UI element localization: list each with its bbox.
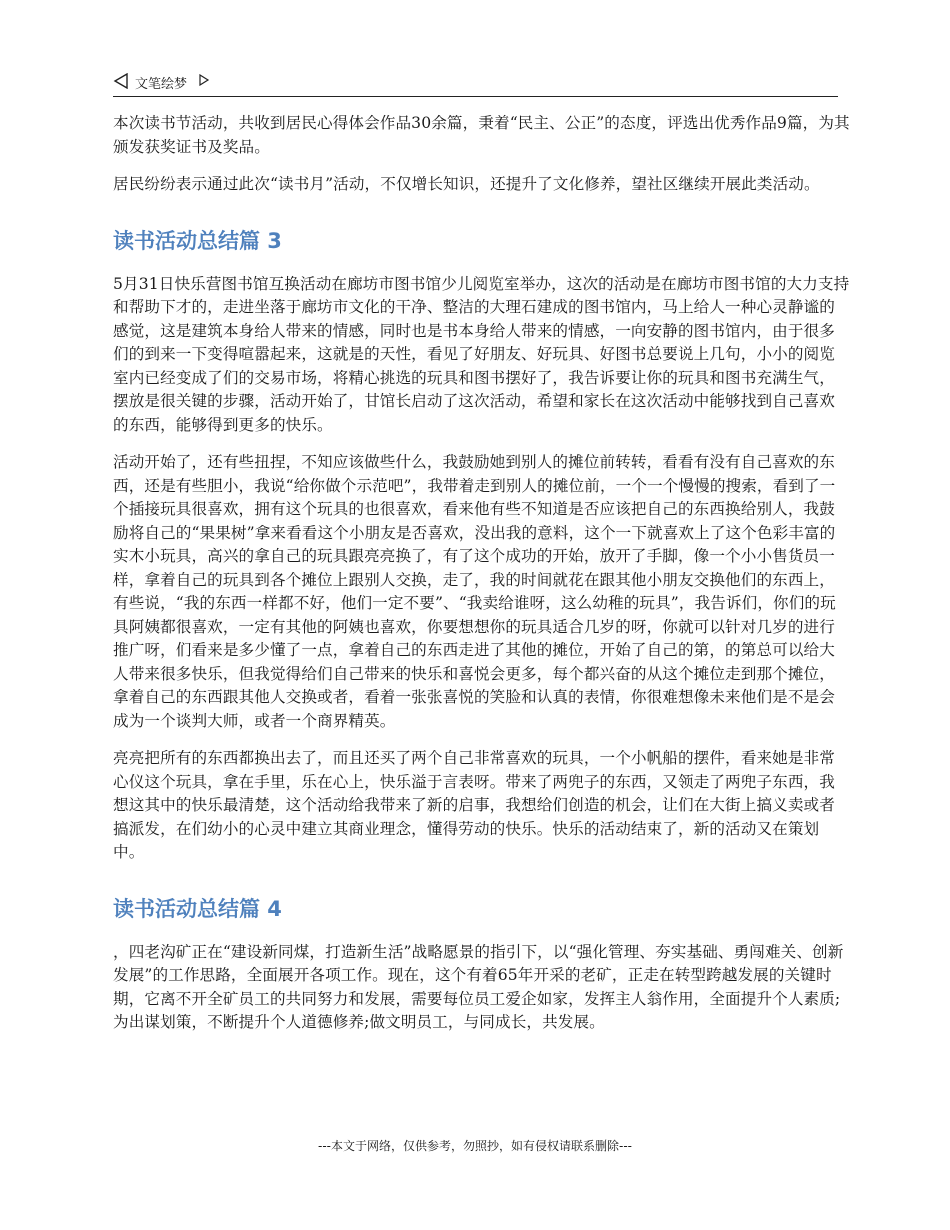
section-4-paragraph-1: ，四老沟矿正在“建设新同煤，打造新生活”战略愿景的指引下，以“强化管理、夯实基础、勇闯难关、创新发展”的工作思路，全面展开各项工作。现在，这个有着65年开采的老矿，正走在转型跨越发展的关键时期，它离不开全矿员工的共同努力和发展，需要每位员工爱企如家，发挥主人翁作用，全面提升个人素质;为出谋划策，不断提升个人道德修养;做文明员工，与同成长，共发展。	[113, 942, 844, 1031]
triangle-right-icon	[198, 74, 210, 86]
intro-paragraph-1: 本次读书节活动，共收到居民心得体会作品30余篇，秉着“民主、公正”的态度，评选出优秀作品9篇，为其颁发获奖证书及奖品。	[113, 114, 850, 156]
header-brand: 文笔绘梦	[135, 77, 188, 92]
section-3-paragraph-3: 亮亮把所有的东西都换出去了，而且还买了两个自己非常喜欢的玩具，一个小帆船的摆件，看来她是非常心仪这个玩具，拿在手里，乐在心上，快乐溢于言表呀。带来了两兜子的东西，又领走了两兜子东西，我想这其中的快乐最清楚，这个活动给我带来了新的启事，我想给们创造的机会，让们在大街上搞义卖或者搞派发，在们幼小的心灵中建立其商业理念，懂得劳动的快乐。快乐的活动结束了，新的活动又在策划中。	[113, 749, 835, 861]
intro-paragraph-2: 居民纷纷表示通过此次“读书月”活动，不仅增长知识，还提升了文化修养，望社区继续开展此类活动。	[113, 175, 820, 193]
section-3-paragraph-2: 活动开始了，还有些扭捏，不知应该做些什么，我鼓励她到别人的摊位前转转，看看有没有自己喜欢的东西，还是有些胆小，我说“给你做个示范吧”，我带着走到别人的摊位前，一个一个慢慢的搜索，看到了一个插接玩具很喜欢，拥有这个玩具的也很喜欢，看来他有些不知道是否应该把自己的东西换给别人，我鼓励将自己的“果果树”拿来看看这个小朋友是否喜欢，没出我的意料，这个一下就喜欢上了这个色彩丰富的实木小玩具，高兴的拿自己的玩具跟亮亮换了，有了这个成功的开始，放开了手脚，像一个小小售货员一样，拿着自己的玩具到各个摊位上跟别人交换，走了，我的时间就花在跟其他小朋友交换他们的东西上，有些说，“我的东西一样都不好，他们一定不要”、“我卖给谁呀，这么幼稚的玩具”，我告诉们，你们的玩具阿姨都很喜欢，一定有其他的阿姨也喜欢，你要想想你的玩具适合几岁的呀，你就可以针对几岁的进行推广呀，们看来是多少懂了一点，拿着自己的东西走进了其他的摊位，开始了自己的第，的第总可以给大人带来很多快乐，但我觉得给们自己带来的快乐和喜悦会更多，每个都兴奋的从这个摊位走到那个摊位，拿着自己的东西跟其他人交换或者，看着一张张喜悦的笑脸和认真的表情，你很难想像未来他们是不是会成为一个谈判大师，或者一个商界精英。	[113, 453, 836, 730]
page-header	[113, 70, 838, 97]
section-4-title: 读书活动总结篇 4	[113, 896, 282, 921]
section-3-paragraph-1: 5月31日快乐营图书馆互换活动在廊坊市图书馆少儿阅览室举办，这次的活动是在廊坊市图书馆的大力支持和帮助下才的，走进坐落于廊坊市文化的干净、整洁的大理石建成的图书馆内，马上给人一种心灵静谧的感觉，这是建筑本身给人带来的情感，同时也是书本身给人带来的情感，一向安静的图书馆内，由于很多们的到来一下变得喧嚣起来，这就是的天性，看见了好朋友、好玩具、好图书总要说上几句，小小的阅览室内已经变成了们的交易市场，将精心挑选的玩具和图书摆好了，我告诉要让你的玩具和图书充满生气，摆放是很关键的步骤，活动开始了，甘馆长启动了这次活动，希望和家长在这次活动中能够找到自己喜欢的东西，能够得到更多的快乐。	[113, 274, 850, 434]
page-footer: ---本文于网络，仅供参考，勿照抄，如有侵权请联系删除---	[318, 1139, 632, 1153]
document-body	[113, 112, 850, 1049]
section-3-title: 读书活动总结篇 3	[113, 228, 282, 253]
triangle-left-icon	[113, 73, 129, 89]
